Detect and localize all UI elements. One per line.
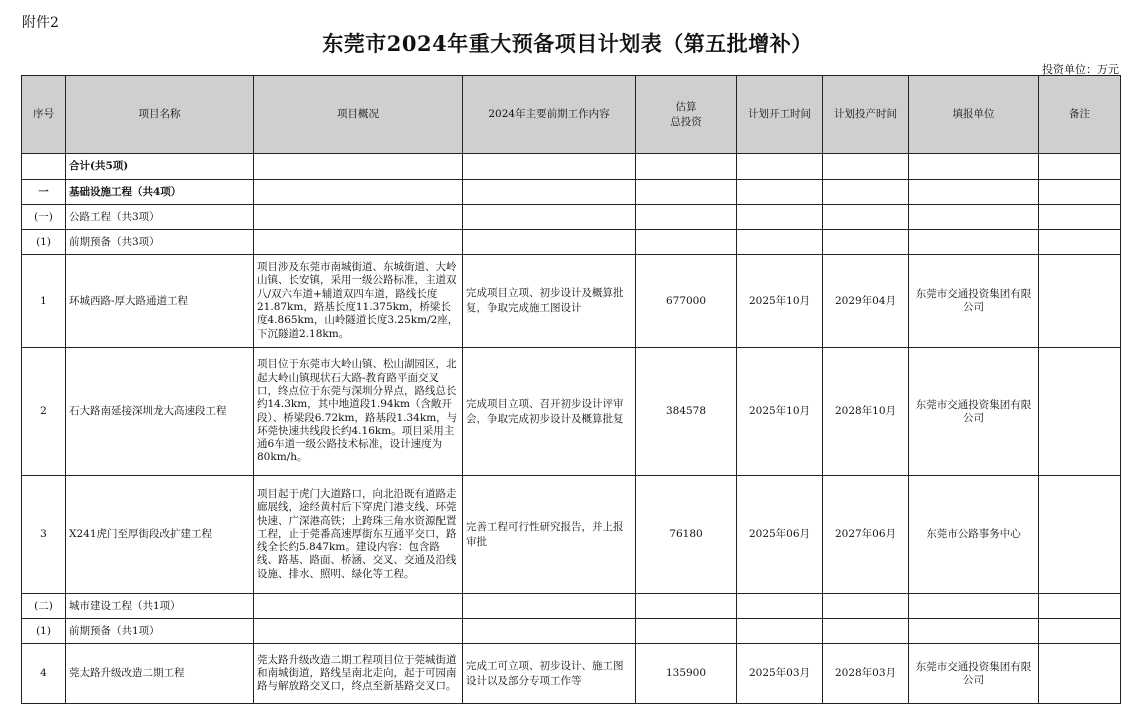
- project-overview: 项目涉及东莞市南城街道、东城街道、大岭山镇、长安镇，采用一级公路标准，主道双八/双六车道+辅道双四车道，路线长度21.87km，路基长度11.375km，桥梁长度4.865km，山岭隧道长度3.25km/2座，下沉隧道2.18km。: [254, 255, 463, 348]
- project-work: 完成工可立项、初步设计、施工图设计以及部分专项工作等: [463, 644, 636, 704]
- table-row: [22, 476, 1121, 594]
- project-name: 环城西路-厚大路通道工程: [66, 255, 254, 348]
- phase-name: 前期预备（共3项）: [66, 230, 254, 255]
- header-reporting-unit: 填报单位: [909, 76, 1039, 154]
- subcategory-row: [22, 594, 1121, 619]
- header-work-content: 2024年主要前期工作内容: [463, 76, 636, 154]
- project-note: [1039, 348, 1121, 476]
- investment-unit: 投资单位：万元: [1042, 63, 1119, 76]
- phase-seq: (1): [22, 619, 66, 644]
- project-seq: 1: [22, 255, 66, 348]
- category-seq: 一: [22, 180, 66, 205]
- project-start: 2025年10月: [737, 255, 823, 348]
- project-plan-table: [21, 75, 1121, 704]
- project-production: 2029年04月: [823, 255, 909, 348]
- subcategory-row: [22, 205, 1121, 230]
- project-note: [1039, 255, 1121, 348]
- table-row: [22, 348, 1121, 476]
- header-project-name: 项目名称: [66, 76, 254, 154]
- project-org: 东莞市公路事务中心: [909, 476, 1039, 594]
- header-seq: 序号: [22, 76, 66, 154]
- project-seq: 3: [22, 476, 66, 594]
- total-row: [22, 154, 1121, 180]
- table-row: [22, 255, 1121, 348]
- phase-row: [22, 230, 1121, 255]
- project-start: 2025年03月: [737, 644, 823, 704]
- attachment-label: 附件2: [22, 15, 59, 31]
- project-work: 完成项目立项、初步设计及概算批复，争取完成施工图设计: [463, 255, 636, 348]
- header-start-time: 计划开工时间: [737, 76, 823, 154]
- project-investment: 677000: [636, 255, 737, 348]
- subcategory-seq: (二): [22, 594, 66, 619]
- project-investment: 135900: [636, 644, 737, 704]
- category-row: [22, 180, 1121, 205]
- header-investment: [636, 76, 737, 154]
- project-org: 东莞市交通投资集团有限公司: [909, 644, 1039, 704]
- project-org: 东莞市交通投资集团有限公司: [909, 348, 1039, 476]
- project-work: 完善工程可行性研究报告，并上报审批: [463, 476, 636, 594]
- project-org: 东莞市交通投资集团有限公司: [909, 255, 1039, 348]
- project-note: [1039, 644, 1121, 704]
- table-header-row: [22, 76, 1121, 154]
- project-start: 2025年06月: [737, 476, 823, 594]
- phase-row: [22, 619, 1121, 644]
- project-seq: 4: [22, 644, 66, 704]
- header-note: 备注: [1039, 76, 1121, 154]
- project-production: 2028年03月: [823, 644, 909, 704]
- project-name: X241虎门至厚街段改扩建工程: [66, 476, 254, 594]
- project-production: 2027年06月: [823, 476, 909, 594]
- project-start: 2025年10月: [737, 348, 823, 476]
- phase-name: 前期预备（共1项）: [66, 619, 254, 644]
- project-name: 莞太路升级改造二期工程: [66, 644, 254, 704]
- phase-seq: (1): [22, 230, 66, 255]
- project-investment: 384578: [636, 348, 737, 476]
- project-work: 完成项目立项、召开初步设计评审会，争取完成初步设计及概算批复: [463, 348, 636, 476]
- subcategory-name: 公路工程（共3项）: [66, 205, 254, 230]
- header-overview: 项目概况: [254, 76, 463, 154]
- project-investment: 76180: [636, 476, 737, 594]
- project-seq: 2: [22, 348, 66, 476]
- category-name: 基础设施工程（共4项）: [66, 180, 254, 205]
- header-investment-line1: 估算: [675, 100, 697, 113]
- project-production: 2028年10月: [823, 348, 909, 476]
- total-label: 合计(共5项): [66, 154, 254, 180]
- subcategory-name: 城市建设工程（共1项）: [66, 594, 254, 619]
- subcategory-seq: (一): [22, 205, 66, 230]
- page-title: 东莞市2024年重大预备项目计划表（第五批增补）: [322, 31, 813, 56]
- project-overview: 项目起于虎门大道路口，向北沿既有道路走廊展线，途经黄村后下穿虎门港支线、环莞快速、广深港高铁；上跨珠三角水资源配置工程，止于莞番高速厚街东互通平交口，路线全长约5.847km。建设内容：包含路线、路基、路面、桥涵、交叉、交通及沿线设施、排水、照明、绿化等工程。: [254, 476, 463, 594]
- project-note: [1039, 476, 1121, 594]
- project-overview: 莞太路升级改造二期工程项目位于莞城街道和南城街道，路线呈南北走向，起于可园南路与解放路交叉口，终点至新基路交叉口。: [254, 644, 463, 704]
- header-investment-line2: 总投资: [670, 115, 702, 128]
- project-name: 石大路南延接深圳龙大高速段工程: [66, 348, 254, 476]
- table-row: [22, 644, 1121, 704]
- project-overview: 项目位于东莞市大岭山镇、松山湖园区，北起大岭山镇现状石大路-教育路平面交叉口，终点位于东莞与深圳分界点，路线总长约14.3km，其中地道段1.94km（含敞开段）、桥梁段6.72km，路基段1.34km，与环莞快速共线段长约4.16km。项目采用主通6车道一级公路技术标准，设计速度为80km/h。: [254, 348, 463, 476]
- header-production-time: 计划投产时间: [823, 76, 909, 154]
- total-seq: [22, 154, 66, 180]
